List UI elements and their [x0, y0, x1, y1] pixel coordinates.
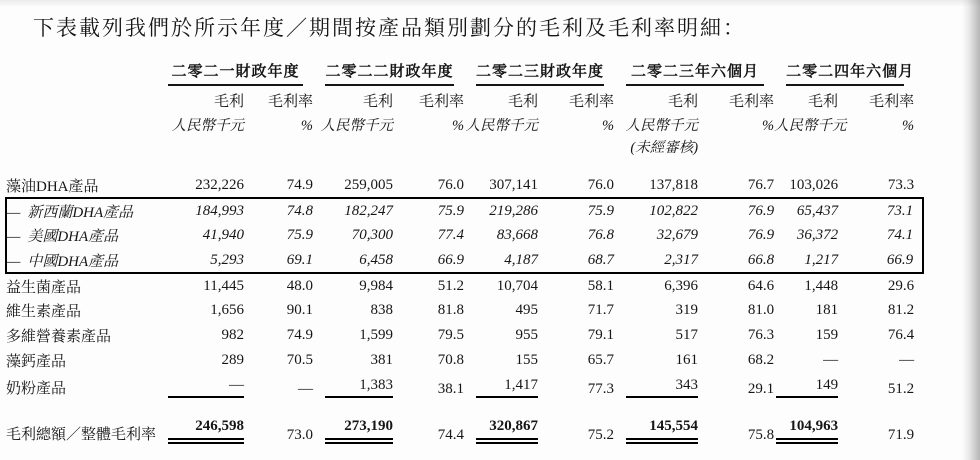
gross-profit-value: 4,187	[464, 248, 538, 273]
gross-margin-value: 76.9	[747, 227, 775, 243]
unit-percent: %	[601, 118, 615, 134]
gross-margin-value: 81.2	[887, 302, 915, 318]
row-label-text: 美國DHA產品	[27, 229, 119, 245]
gross-margin-value: 75.9	[286, 227, 314, 243]
table-row-vitamins	[6, 298, 923, 323]
gross-profit-value: 1,656	[210, 302, 244, 318]
gross-margin-value: 81.8	[437, 302, 465, 318]
table-row-algal-calcium	[6, 348, 923, 373]
table-row-us-dha	[6, 223, 923, 248]
gross-profit-value: 149	[774, 373, 838, 398]
gross-margin-value: 77.4	[437, 227, 465, 243]
gross-profit-value: 41,940	[202, 227, 244, 243]
gross-profit-value: 6,458	[313, 248, 393, 273]
gross-profit-value: 5,293	[156, 248, 244, 273]
gross-margin-value: 76.4	[887, 327, 915, 343]
gross-margin-value: 65.7	[587, 352, 615, 368]
gross-profit-value: 838	[370, 302, 394, 318]
total-gross-margin-value: 73.0	[286, 427, 314, 443]
unaudited-note: (未經審核)	[630, 140, 699, 156]
row-label-text: 新西蘭DHA產品	[27, 204, 134, 221]
total-gross-profit-value: 145,554	[614, 412, 698, 444]
gross-margin-value: —	[298, 381, 314, 397]
gross-profit-value: 381	[370, 352, 394, 368]
gross-profit-value: 232,226	[195, 176, 244, 193]
gross-profit-value: 36,372	[796, 227, 839, 243]
gross-profit-value: 343	[614, 373, 698, 398]
period-header-fy2023	[464, 56, 614, 86]
period-title: 二零二三年六個月	[626, 60, 764, 86]
gross-margin-value: 71.7	[587, 302, 615, 318]
gross-profit-header: 毛利	[808, 94, 839, 110]
gross-profit-value: 10,704	[496, 277, 539, 294]
gross-profit-value: 70,300	[351, 227, 394, 243]
total-gross-margin-value: 71.9	[887, 427, 915, 443]
gross-margin-value: 74.1	[838, 223, 923, 248]
gross-margin-value: 74.8	[244, 198, 313, 223]
gross-margin-value: 29.6	[887, 277, 915, 294]
gross-profit-header: 毛利	[508, 94, 539, 110]
period-header-6m2024	[774, 56, 923, 86]
gross-profit-value: 982	[221, 327, 244, 343]
gross-margin-value: 48.0	[286, 277, 314, 294]
gross-profit-value: 159	[815, 327, 839, 343]
gross-margin-value: 76.8	[587, 227, 615, 243]
period-title: 二零二二財政年度	[325, 60, 454, 86]
period-header-6m2023	[614, 56, 774, 86]
gross-margin-value: 79.5	[437, 327, 465, 343]
table-row-cn-dha	[6, 248, 923, 273]
gross-margin-value: 70.5	[286, 352, 314, 368]
gross-profit-value: 103,026	[789, 176, 839, 193]
unit-rmb-thousand: 人民幣千元	[171, 118, 244, 134]
unit-percent: %	[300, 118, 314, 134]
gross-margin-value: 66.9	[393, 248, 464, 273]
gross-profit-value: 32,679	[656, 227, 699, 243]
row-label: 多維營養素產品	[6, 329, 112, 345]
period-header-row	[6, 56, 923, 86]
table-row-multivitamin	[6, 323, 923, 348]
gross-profit-value: 307,141	[489, 176, 539, 193]
gross-margin-value: 76.3	[747, 327, 775, 343]
total-row-label: 毛利總額／整體毛利率	[6, 427, 157, 443]
gross-profit-header: 毛利	[363, 94, 394, 110]
gross-margin-value: 76.9	[698, 198, 774, 223]
gross-profit-value: 2,317	[614, 248, 698, 273]
gross-margin-table	[5, 56, 924, 444]
gross-profit-value: 65,437	[774, 198, 838, 223]
gross-profit-value: 1,383	[313, 373, 393, 398]
total-gross-profit-value: 246,598	[156, 412, 244, 444]
total-gross-profit-value: 104,963	[774, 412, 838, 444]
gross-profit-value: 9,984	[359, 277, 394, 294]
unit-percent: %	[761, 118, 775, 134]
row-label	[6, 248, 156, 273]
gross-profit-value: 102,822	[614, 198, 698, 223]
gross-margin-value: 90.1	[286, 302, 314, 318]
gross-margin-value: 29.1	[747, 381, 775, 397]
gross-margin-value: 66.9	[838, 248, 923, 273]
gross-margin-value: 76.0	[587, 176, 615, 193]
gross-margin-value: 73.3	[887, 176, 915, 193]
gross-profit-header: 毛利	[213, 94, 244, 110]
gross-margin-value: —	[899, 352, 915, 368]
unit-rmb-thousand: 人民幣千元	[625, 118, 699, 134]
page-title: 下表載列我們於所示年度／期間按產品類別劃分的毛利及毛利率明細：	[33, 16, 746, 40]
gross-profit-value: 1,217	[774, 248, 838, 273]
gross-margin-value: 76.7	[747, 176, 775, 193]
gross-margin-value: 74.9	[286, 176, 314, 193]
table-row-nz-dha	[6, 198, 923, 223]
gross-profit-value: 83,668	[496, 227, 539, 243]
row-label: 藻鈣產品	[6, 354, 67, 370]
gross-profit-value: —	[156, 373, 244, 398]
gross-profit-value: 495	[515, 302, 539, 318]
gross-margin-header: 毛利率	[729, 94, 775, 110]
gross-margin-value: 79.1	[587, 327, 615, 343]
scan-shadow-right	[962, 0, 980, 460]
gross-profit-header: 毛利	[668, 94, 699, 110]
total-gross-margin-value: 74.4	[437, 427, 465, 443]
gross-profit-value: 517	[675, 327, 699, 343]
total-gross-margin-value: 75.8	[747, 427, 775, 443]
gross-margin-value: 74.9	[286, 327, 314, 343]
gross-margin-value: 81.0	[747, 302, 775, 318]
table-row-algal-dha	[6, 173, 923, 198]
gross-margin-value: 38.1	[437, 381, 465, 397]
gross-margin-value: 68.2	[747, 352, 775, 368]
gross-margin-value: 75.9	[393, 198, 464, 223]
gross-margin-value: 69.1	[244, 248, 313, 273]
table-row-probiotics	[6, 273, 923, 298]
gross-margin-value: 58.1	[587, 277, 615, 294]
gross-margin-header: 毛利率	[419, 94, 465, 110]
gross-profit-value: 155	[515, 352, 539, 368]
gross-profit-value: 955	[515, 327, 539, 343]
gross-profit-value: 319	[675, 302, 699, 318]
unit-rmb-thousand: 人民幣千元	[774, 118, 847, 134]
total-row	[6, 412, 923, 444]
gross-profit-value: 289	[221, 352, 244, 368]
unaudited-note-row	[6, 135, 923, 157]
gross-margin-value: 77.3	[587, 381, 615, 397]
gross-profit-value: 1,417	[464, 373, 538, 398]
dash-prefix: —	[7, 204, 21, 221]
gross-profit-value: 184,993	[156, 198, 244, 223]
row-label: 維生素產品	[6, 304, 82, 320]
units-row	[6, 111, 923, 135]
gross-profit-value: 6,396	[664, 277, 699, 294]
total-gross-profit-value: 273,190	[313, 412, 393, 444]
gross-margin-value: 70.8	[437, 352, 465, 368]
row-label: 奶粉產品	[6, 381, 67, 397]
gross-profit-value: 161	[675, 352, 699, 368]
gross-margin-value: 51.2	[437, 277, 465, 294]
gross-profit-value: 137,818	[649, 176, 699, 193]
gross-profit-value: 219,286	[464, 198, 538, 223]
dash-prefix: —	[7, 253, 21, 270]
period-header-fy2022	[313, 56, 464, 86]
gross-margin-header: 毛利率	[268, 94, 314, 110]
gross-profit-value: 11,445	[203, 277, 244, 294]
gross-margin-value: 73.1	[838, 198, 923, 223]
dash-prefix: —	[7, 229, 21, 245]
total-gross-profit-value: 320,867	[464, 412, 538, 444]
unit-rmb-thousand: 人民幣千元	[320, 118, 394, 134]
row-label: 藻油DHA產品	[6, 178, 99, 195]
gross-margin-value: 76.0	[437, 176, 465, 193]
total-gross-margin-value: 75.2	[587, 427, 615, 443]
period-title: 二零二三財政年度	[476, 60, 604, 86]
gross-profit-value: —	[823, 352, 839, 368]
period-title: 二零二四年六個月	[786, 60, 904, 86]
row-label: 益生菌產品	[6, 279, 82, 296]
gross-margin-value: 66.8	[698, 248, 774, 273]
gross-profit-value: 1,448	[804, 277, 839, 294]
table-row-milk-powder	[6, 373, 923, 398]
row-label-text: 中國DHA產品	[27, 253, 119, 270]
gross-profit-value: 182,247	[313, 198, 393, 223]
gross-profit-value: 259,005	[344, 176, 394, 193]
gross-margin-value: 75.9	[538, 198, 614, 223]
row-label	[6, 198, 156, 223]
gross-margin-value: 64.6	[747, 277, 775, 294]
gross-margin-header: 毛利率	[869, 94, 915, 110]
unit-percent: %	[451, 118, 465, 134]
gross-margin-header: 毛利率	[569, 94, 615, 110]
period-header-fy2021	[156, 56, 313, 86]
row-label	[6, 223, 156, 248]
period-title: 二零二一財政年度	[168, 60, 303, 86]
gross-margin-value: 51.2	[887, 381, 915, 397]
gross-profit-value: 181	[815, 302, 839, 318]
unit-rmb-thousand: 人民幣千元	[465, 118, 539, 134]
gross-profit-value: 1,599	[359, 327, 394, 343]
empty-corner-cell	[6, 56, 156, 86]
subheader-row	[6, 86, 923, 111]
gross-margin-value: 68.7	[538, 248, 614, 273]
unit-percent: %	[901, 118, 915, 134]
